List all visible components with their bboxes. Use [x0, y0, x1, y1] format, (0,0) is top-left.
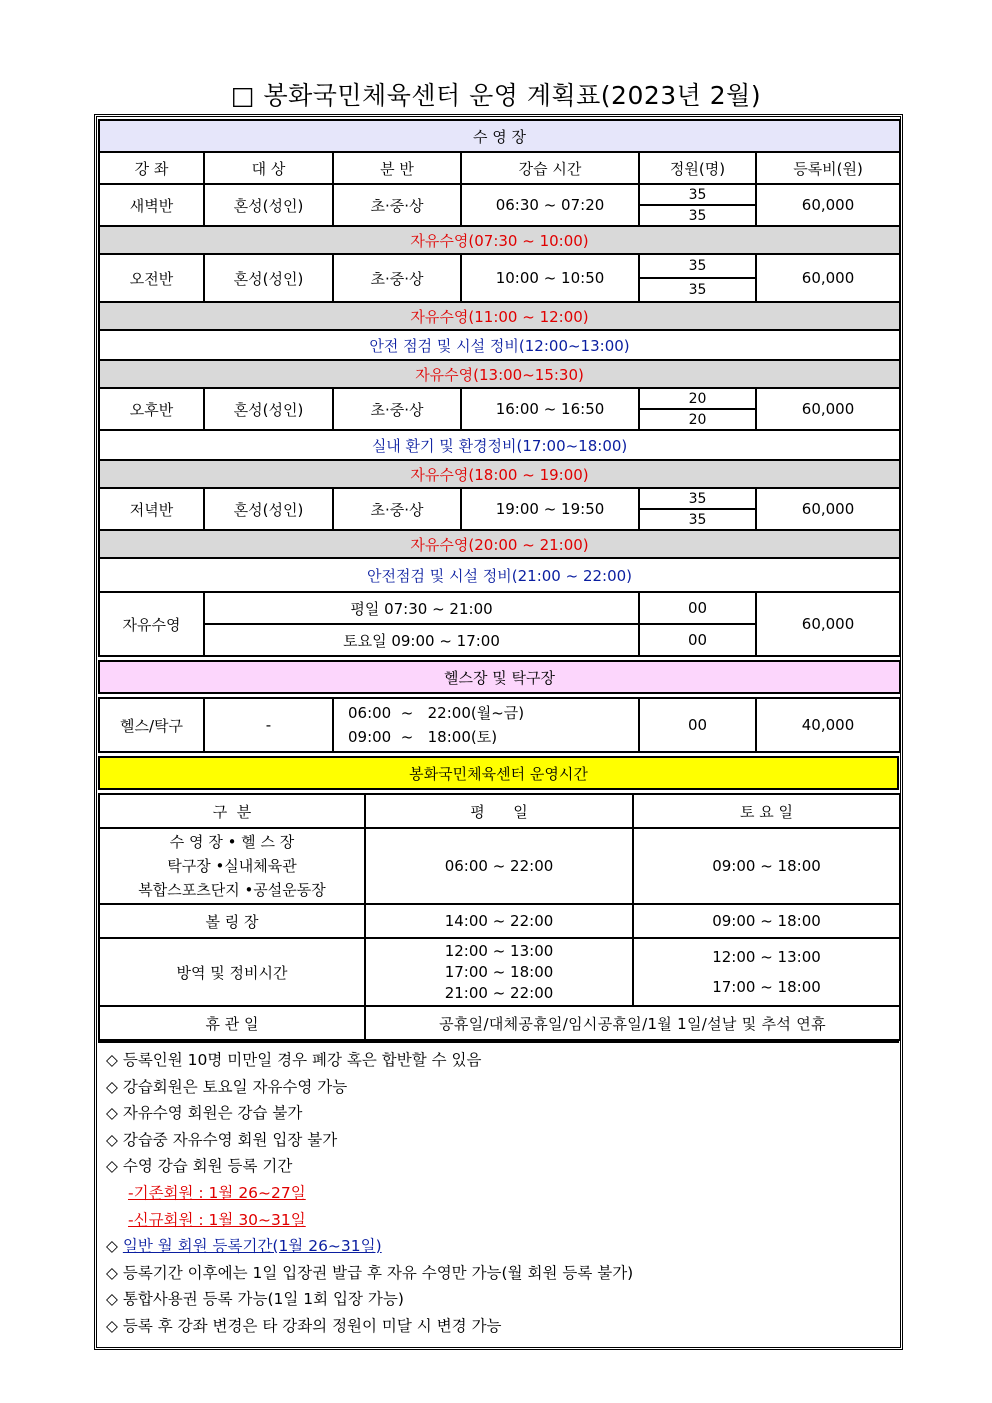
free-swim-weekday-capacity: 00 [639, 592, 756, 624]
class-time: 10:00 ~ 10:50 [461, 254, 639, 302]
hours-row-bowling [99, 904, 900, 938]
note-general-registration [106, 1233, 891, 1260]
class-name: 새벽반 [99, 184, 204, 226]
note-item: ◇ 강습회원은 토요일 자유수영 가능 [106, 1077, 348, 1096]
time-line: 21:00 ~ 22:00 [444, 983, 554, 1002]
diamond-bullet: ◇ [106, 1237, 123, 1256]
gym-table [98, 660, 901, 694]
free-swim-row: 자유수영(13:00~15:30) [99, 360, 900, 388]
class-level: 초·중·상 [333, 184, 461, 226]
note-item: ◇ 자유수영 회원은 강습 불가 [106, 1104, 303, 1123]
col-header-time: 강습 시간 [461, 152, 639, 184]
note-item: ◇ 등록 후 강좌 변경은 타 강좌의 정원이 미달 시 변경 가능 [106, 1316, 502, 1335]
closed-label: 휴 관 일 [99, 1006, 365, 1040]
note-item: ◇ 통합사용권 등록 가능(1일 1회 입장 가능) [106, 1290, 404, 1309]
maintenance-row: 안전점검 및 시설 정비(21:00 ~ 22:00) [99, 558, 900, 592]
bowling-saturday: 09:00 ~ 18:00 [633, 904, 900, 938]
class-target: 혼성(성인) [204, 488, 333, 530]
class-row-afternoon [99, 388, 900, 409]
hours-section-title: 봉화국민체육센터 운영시간 [99, 757, 898, 789]
disinfection-weekday [365, 938, 633, 1006]
col-header-level: 분 반 [333, 152, 461, 184]
class-row-dawn [99, 184, 900, 205]
gym-time-saturday: 09:00 ~ 18:00(토) [348, 728, 498, 746]
time-line: 17:00 ~ 18:00 [444, 962, 554, 981]
note-existing-members: -기존회원 : 1월 26~27일 [128, 1183, 306, 1202]
class-time: 19:00 ~ 19:50 [461, 488, 639, 530]
class-fee: 60,000 [756, 388, 900, 430]
class-row-evening [99, 488, 900, 509]
class-level: 초·중·상 [333, 488, 461, 530]
hours-row-closed [99, 1006, 900, 1040]
free-swim-name: 자유수영 [99, 592, 204, 656]
notes-section [98, 1041, 899, 1346]
gym-section-title: 헬스장 및 탁구장 [99, 661, 900, 693]
free-swim-weekday: 평일 07:30 ~ 21:00 [204, 592, 639, 624]
disinfection-saturday [633, 938, 900, 1006]
gym-row [99, 698, 900, 752]
hours-header-weekday: 평 일 [365, 794, 633, 828]
gym-detail-table [98, 697, 901, 753]
col-header-fee: 등록비(원) [756, 152, 900, 184]
free-swim-row: 자유수영(07:30 ~ 10:00) [99, 226, 900, 254]
maintenance-row: 실내 환기 및 환경정비(17:00~18:00) [99, 430, 900, 460]
hours-header-category: 구 분 [99, 794, 365, 828]
class-level: 초·중·상 [333, 388, 461, 430]
class-time: 06:30 ~ 07:20 [461, 184, 639, 226]
note-new-members: -신규회원 : 1월 30~31일 [128, 1210, 306, 1229]
gym-fee: 40,000 [756, 698, 900, 752]
facility-line: 복합스포츠단지 •공설운동장 [138, 881, 326, 899]
free-swim-row: 자유수영(18:00 ~ 19:00) [99, 460, 900, 488]
hours-header-saturday: 토 요 일 [633, 794, 900, 828]
class-capacity: 20 [639, 409, 756, 430]
free-swim-fee: 60,000 [756, 592, 900, 656]
page-title: □ 봉화국민체육센터 운영 계획표(2023년 2월) [230, 81, 762, 110]
facilities-weekday: 06:00 ~ 22:00 [365, 828, 633, 904]
gym-name: 헬스/탁구 [99, 698, 204, 752]
pool-section-title: 수 영 장 [99, 120, 900, 152]
free-swim-saturday: 토요일 09:00 ~ 17:00 [204, 624, 639, 656]
disinfection-label: 방역 및 정비시간 [99, 938, 365, 1006]
hours-row-facilities [99, 828, 900, 904]
class-target: 혼성(성인) [204, 388, 333, 430]
pool-table [98, 119, 901, 657]
time-line: 17:00 ~ 18:00 [712, 978, 821, 996]
class-name: 오전반 [99, 254, 204, 302]
hours-row-disinfection [99, 938, 900, 1006]
class-level: 초·중·상 [333, 254, 461, 302]
col-header-capacity: 정원(명) [639, 152, 756, 184]
class-capacity: 35 [639, 184, 756, 205]
time-line: 12:00 ~ 13:00 [444, 941, 554, 960]
class-fee: 60,000 [756, 184, 900, 226]
time-line: 12:00 ~ 13:00 [712, 948, 821, 966]
class-target: 혼성(성인) [204, 184, 333, 226]
col-header-course: 강 좌 [99, 152, 204, 184]
free-swim-pricing-row [99, 592, 900, 624]
class-capacity: 35 [639, 488, 756, 509]
facilities-saturday: 09:00 ~ 18:00 [633, 828, 900, 904]
note-item: ◇ 수영 강습 회원 등록 기간 [106, 1157, 293, 1176]
gym-capacity: 00 [639, 698, 756, 752]
gym-target: - [204, 698, 333, 752]
note-blue-text: 일반 월 회원 등록기간(1월 26~31일) [122, 1237, 382, 1256]
class-capacity: 35 [639, 205, 756, 226]
col-header-target: 대 상 [204, 152, 333, 184]
hours-title-table [98, 756, 899, 790]
class-capacity: 35 [639, 254, 756, 278]
class-name: 오후반 [99, 388, 204, 430]
facility-line: 수 영 장 • 헬 스 장 [169, 833, 295, 851]
note-item: ◇ 등록기간 이후에는 1일 입장권 발급 후 자유 수영만 가능(월 회원 등록 불가) [106, 1263, 634, 1282]
note-item: ◇ 강습중 자유수영 회원 입장 불가 [106, 1130, 338, 1149]
class-capacity: 35 [639, 509, 756, 530]
class-name: 저녁반 [99, 488, 204, 530]
closed-value: 공휴일/대체공휴일/임시공휴일/1월 1일/설날 및 추석 연휴 [365, 1006, 900, 1040]
gym-time-weekday: 06:00 ~ 22:00(월~금) [348, 704, 525, 722]
class-capacity: 20 [639, 388, 756, 409]
class-target: 혼성(성인) [204, 254, 333, 302]
gym-time [333, 698, 639, 752]
facilities-list [99, 828, 365, 904]
bowling-label: 볼 링 장 [99, 904, 365, 938]
free-swim-row: 자유수영(20:00 ~ 21:00) [99, 530, 900, 558]
free-swim-saturday-capacity: 00 [639, 624, 756, 656]
class-fee: 60,000 [756, 254, 900, 302]
maintenance-row: 안전 점검 및 시설 정비(12:00~13:00) [99, 330, 900, 360]
schedule-frame [94, 114, 903, 1350]
class-fee: 60,000 [756, 488, 900, 530]
class-capacity: 35 [639, 278, 756, 302]
bowling-weekday: 14:00 ~ 22:00 [365, 904, 633, 938]
hours-table [98, 793, 901, 1041]
class-time: 16:00 ~ 16:50 [461, 388, 639, 430]
free-swim-row: 자유수영(11:00 ~ 12:00) [99, 302, 900, 330]
class-row-morning [99, 254, 900, 278]
note-item: ◇ 등록인원 10명 미만일 경우 폐강 혹은 합반할 수 있음 [106, 1051, 482, 1069]
facility-line: 탁구장 •실내체육관 [167, 857, 297, 875]
